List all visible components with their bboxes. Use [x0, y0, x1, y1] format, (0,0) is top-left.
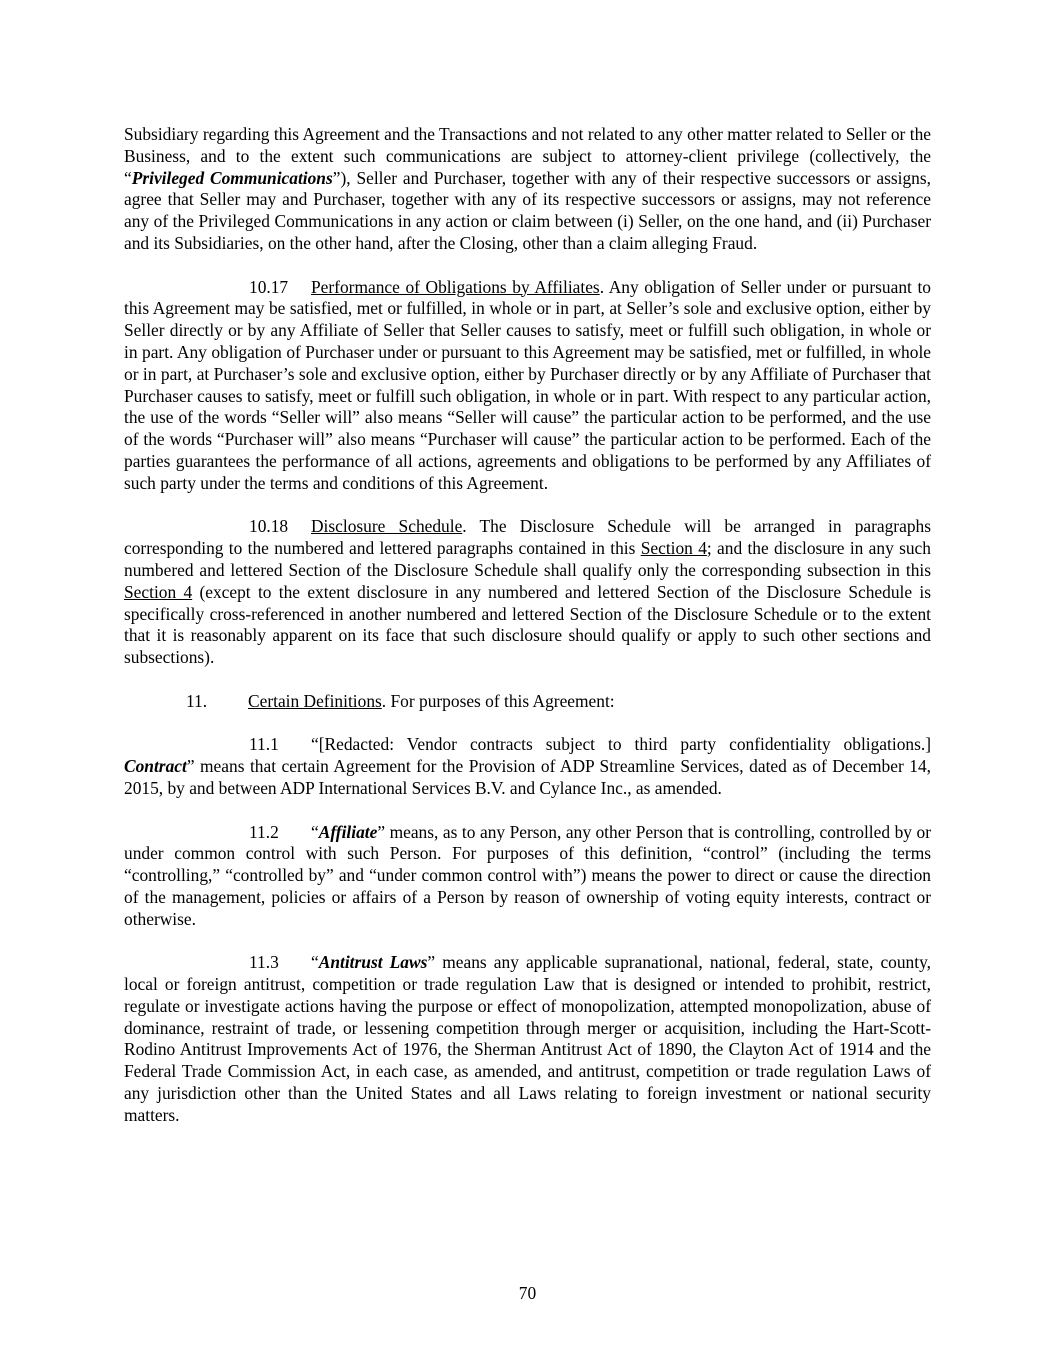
section-number: 10.18	[249, 516, 289, 537]
section-reference: Section 4	[640, 538, 707, 559]
defined-term-affiliate: Affiliate	[318, 821, 378, 842]
section-11-3	[124, 952, 931, 1126]
section-body: “[Redacted: Vendor contracts subject to third party confidentiality obligations.]	[311, 734, 931, 755]
paragraph-privileged-communications	[124, 124, 931, 255]
section-number: 11.3	[249, 952, 279, 973]
section-body: ” means any applicable supranational, national, federal, state, county, local or foreign antitrust, competition or trade regulation Law that is designed or intended to prohibit, restrict, regulate or investigate actions having the purpose or effect of monopolization, attempted monopolization, abuse of dominance, restraint of trade, or lessening competition through merger or acquisition, including the Hart-Scott-Rodino Antitrust Improvements Act of 1976, the Sherman Antitrust Act of 1890, the Clayton Act of 1914 and the Federal Trade Commission Act, in each case, as amended, and antitrust, competition or trade regulation Laws of any jurisdiction other than the United States and all Laws relating to foreign investment or national security matters.	[124, 952, 931, 1125]
section-body: ; and the disclosure in any such numbered and lettered Section of the Disclosure Schedule shall qualify only the corresponding subsection in this	[124, 538, 931, 580]
section-11	[124, 691, 931, 713]
page-number: 70	[518, 1283, 537, 1303]
section-number: 11.	[186, 690, 208, 711]
defined-term-antitrust-laws: Antitrust Laws	[318, 952, 428, 973]
section-10-18	[124, 516, 931, 669]
section-heading: Performance of Obligations by Affiliates	[311, 276, 600, 297]
section-body: ” means that certain Agreement for the Provision of ADP Streamline Services, dated as of December 14, 2015, by and between ADP International Services B.V. and Cylance Inc., as amended.	[124, 756, 931, 798]
section-body: (except to the extent disclosure in any numbered and lettered Section of the Disclosure Schedule is specifically cross-referenced in another numbered and lettered Section of the Disclosure Schedule or to the extent that it is reasonably apparent on its face that such disclosure should qualify or apply to such other sections and subsections).	[124, 581, 931, 668]
section-reference: Section 4	[124, 581, 193, 602]
section-number: 11.2	[249, 821, 279, 842]
section-body: ” means, as to any Person, any other Person that is controlling, controlled by or under common control with such Person. For purposes of this definition, “control” (including the terms “controlling,” “controlled by” and “under common control with”) means the power to direct or cause the direction of the management, policies or affairs of a Person by reason of ownership of voting equity interests, contract or otherwise.	[124, 821, 931, 929]
section-number: 11.1	[249, 734, 279, 755]
section-heading: Disclosure Schedule	[311, 516, 463, 537]
section-body: . Any obligation of Seller under or pursuant to this Agreement may be satisfied, met or fulfilled, in whole or in part, at Seller’s sole and exclusive option, either by Seller directly or by any Affiliate of Seller that Seller causes to satisfy, meet or fulfill such obligation, in whole or in part. Any obligation of Purchaser under or pursuant to this Agreement may be satisfied, met or fulfilled, in whole or in part, at Purchaser’s sole and exclusive option, either by Purchaser directly or by any Affiliate of Purchaser that Purchaser causes to satisfy, meet or fulfill such obligation, in whole or in part. With respect to any particular action, the use of the words “Seller will” also means “Seller will cause” the particular action to be performed, and the use of the words “Purchaser will” also means “Purchaser will cause” the particular action to be performed. Each of the parties guarantees the performance of all actions, agreements and obligations to be performed by any Affiliates of such party under the terms and conditions of this Agreement.	[124, 276, 931, 493]
section-10-17	[124, 277, 931, 495]
section-11-1	[124, 734, 931, 799]
section-body: “	[311, 821, 319, 842]
section-body: . For purposes of this Agreement:	[381, 690, 615, 711]
section-11-2	[124, 822, 931, 931]
section-body: . The Disclosure Schedule will be arranged in paragraphs corresponding to the numbered and lettered paragraphs contained in this	[124, 516, 931, 559]
document-page	[124, 124, 931, 1148]
section-heading: Certain Definitions	[248, 690, 382, 711]
section-number: 10.17	[249, 276, 289, 297]
section-body: “	[311, 952, 319, 973]
paragraph-text: ”), Seller and Purchaser, together with any of their respective successors or assigns, agree that Seller may and Purchaser, together with any of its respective successors or assigns, may not reference any of the Privileged Communications in any action or claim between (i) Seller, on the one hand, and (ii) Purchaser and its Subsidiaries, on the other hand, after the Closing, other than a claim alleging Fraud.	[124, 167, 931, 253]
defined-term-contract: Contract	[124, 756, 187, 777]
defined-term-privileged-communications: Privileged Communications	[131, 167, 333, 188]
paragraph-text: Subsidiary regarding this Agreement and the Transactions and not related to any other matter related to Seller or the Business, and to the extent such communications are subject to attorney-client privilege (collectively, the “	[124, 124, 931, 188]
